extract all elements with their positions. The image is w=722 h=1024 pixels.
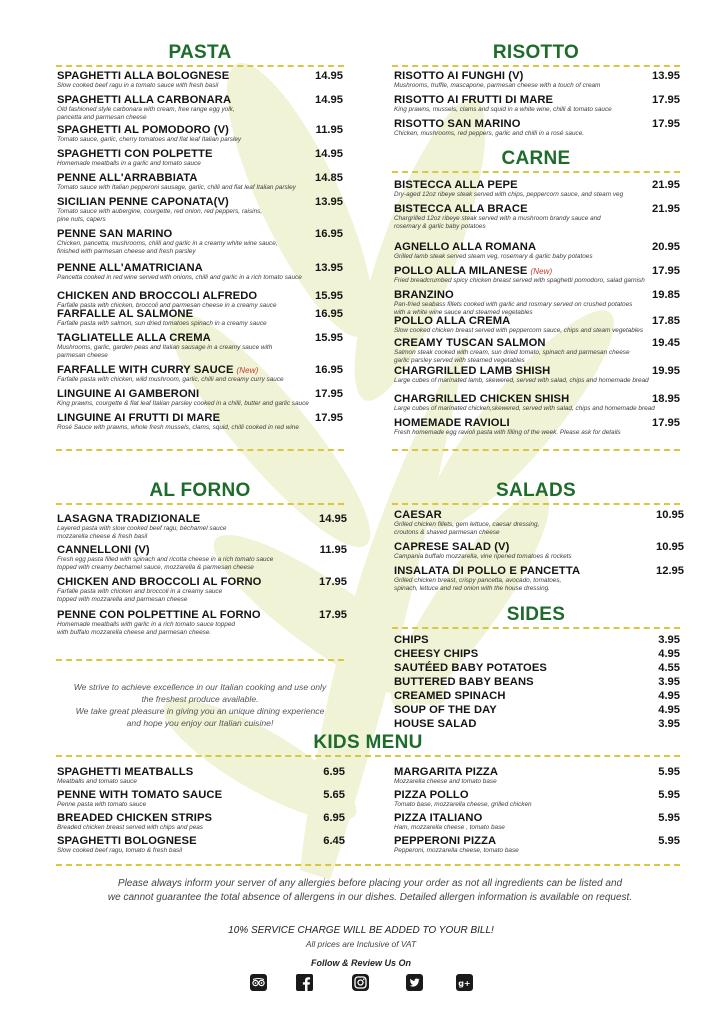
- item-name: SOUP OF THE DAY: [394, 704, 497, 716]
- item-description: Grilled lamb steak served steam veg, rosemary & garlic baby potatoes: [394, 253, 593, 260]
- item-name: HOUSE SALAD: [394, 718, 477, 730]
- item-price: 13.95: [315, 196, 343, 208]
- item-name: LASAGNA TRADIZIONALE: [57, 513, 201, 525]
- item-price: 14.95: [315, 148, 343, 160]
- service-charge: 10% SERVICE CHARGE WILL BE ADDED TO YOUR BILL!: [228, 925, 494, 936]
- salads-section: [392, 480, 680, 505]
- item-description: Farfalle pasta with salmon, sun dried tomatoes spinach in a creamy sauce: [57, 320, 267, 327]
- item-price: 17.95: [652, 94, 680, 106]
- menu-item: [57, 308, 343, 328]
- menu-item: [394, 690, 680, 702]
- item-name-row: [57, 576, 347, 588]
- item-price: 6.95: [323, 812, 345, 824]
- menu-item: [394, 70, 680, 90]
- menu-item: [394, 289, 680, 318]
- item-name: RISOTTO AI FUNGHI (V): [394, 70, 524, 82]
- item-name: PIZZA POLLO: [394, 789, 469, 801]
- item-name-row: [394, 417, 680, 429]
- item-name: POLLO ALLA MILANESE: [394, 265, 528, 277]
- item-name-row: [57, 70, 343, 82]
- item-price: 11.95: [319, 544, 347, 556]
- item-name-row: [394, 337, 680, 349]
- menu-item: [57, 513, 347, 542]
- item-name-row: [394, 289, 680, 301]
- item-description: Penne pasta with tomato sauce: [57, 801, 147, 808]
- item-price: 18.95: [652, 393, 680, 405]
- item-price: 16.95: [315, 364, 343, 376]
- item-name: PEPPERONI PIZZA: [394, 835, 497, 847]
- divider: [56, 503, 344, 505]
- divider: [392, 65, 680, 67]
- menu-item: [57, 332, 343, 361]
- item-name-row: [394, 118, 680, 130]
- item-name: RISOTTO AI FRUTTI DI MARE: [394, 94, 554, 106]
- item-price: 4.95: [658, 648, 680, 660]
- menu-item: [394, 315, 680, 335]
- new-label: New: [239, 366, 256, 375]
- item-price: 5.95: [658, 766, 680, 778]
- item-name: SPAGHETTI MEATBALLS: [57, 766, 194, 778]
- item-price: 13.95: [315, 262, 343, 274]
- item-description: Fresh homemade egg ravioli pasta with filling of the week. Please ask for details: [394, 429, 621, 436]
- item-name: CHARGRILLED CHICKEN SHISH: [394, 393, 570, 405]
- item-name-row: [394, 662, 680, 674]
- menu-item: [394, 118, 680, 138]
- item-name: LINGUINE AI GAMBERONI: [57, 388, 200, 400]
- item-name-row: [57, 262, 343, 274]
- item-price: 4.95: [658, 704, 680, 716]
- item-description: Meatballs and tomato sauce: [57, 778, 137, 785]
- menu-item: [57, 766, 345, 786]
- item-name: BISTECCA ALLA BRACE: [394, 203, 528, 215]
- item-name-row: [57, 228, 343, 240]
- menu-item: [57, 262, 343, 282]
- item-price: 6.95: [323, 766, 345, 778]
- divider: [392, 627, 680, 629]
- menu-item: [394, 835, 680, 855]
- menu-item: [394, 634, 680, 646]
- item-description: Slow cooked beef ragu in a tomato sauce with fresh basil: [57, 82, 219, 89]
- item-description: Tomato sauce, garlic, cherry tomatoes and flat leaf Italian parsley: [57, 136, 242, 143]
- kids-title: KIDS MENU: [313, 732, 423, 753]
- item-price: 19.45: [652, 337, 680, 349]
- item-name-row: [57, 812, 345, 824]
- item-name-row: [57, 364, 343, 376]
- kids-left-list: [57, 766, 345, 866]
- item-name: CHARGRILLED LAMB SHISH: [394, 365, 551, 377]
- menu-item: [57, 609, 347, 638]
- item-price: 17.95: [319, 576, 347, 588]
- menu-item: [394, 718, 680, 730]
- item-name-row: [394, 70, 680, 82]
- item-description: Layered pasta with slow cooked beef ragu, béchamel sauce mozzarella cheese & fresh basil: [57, 525, 227, 541]
- item-price: 15.95: [315, 290, 343, 302]
- item-price: 6.45: [323, 835, 345, 847]
- item-description: Homemade meatballs with garlic in a rich tomato sauce topped with buffalo mozzarella cheese and parmesan cheese.: [57, 621, 235, 637]
- divider: [56, 755, 680, 757]
- item-price: 14.95: [315, 70, 343, 82]
- item-name: FARFALLE WITH CURRY SAUCE: [57, 364, 234, 376]
- item-price: 17.85: [652, 315, 680, 327]
- item-name-row: [394, 704, 680, 716]
- item-price: 5.65: [323, 789, 345, 801]
- item-name: TAGLIATELLE ALLA CREMA: [57, 332, 211, 344]
- item-price: 17.95: [652, 265, 680, 277]
- item-description: Slow cooked chicken breast served with peppercorn sauce, chips and steam vegetables: [394, 327, 644, 334]
- divider: [56, 864, 680, 866]
- menu-item: [57, 228, 343, 257]
- item-name: POLLO ALLA CREMA: [394, 315, 511, 327]
- item-name: CHICKEN AND BROCCOLI ALFREDO: [57, 290, 258, 302]
- menu-item: [394, 766, 680, 786]
- item-price: 20.95: [652, 241, 680, 253]
- menu-item: [394, 179, 680, 199]
- item-name-row: [57, 94, 343, 106]
- item-description: Farfalle pasta with chicken, broccoli and parmesan cheese in a creamy sauce: [57, 302, 277, 309]
- salads-list: [394, 509, 684, 597]
- menu-item: [394, 541, 684, 561]
- new-badge: (New): [236, 366, 259, 375]
- item-description: Pancetta cooked in red wine served with onions, chilli and garlic in a rich tomato sauce: [57, 274, 302, 281]
- item-name-row: [394, 648, 680, 660]
- item-description: Grilled chicken fillets, gem lettuce, caesar dressing, croutons & shaved parmesan cheese: [394, 521, 540, 537]
- allergy-notice: [60, 877, 680, 905]
- item-description: Fried breadcrumbed spicy chicken breast served with spaghetti pomodoro, salad garnish: [394, 277, 645, 284]
- item-name: PENNE SAN MARINO: [57, 228, 173, 240]
- item-price: 5.95: [658, 812, 680, 824]
- item-description: Ham, mozzarella cheese , tomato base: [394, 824, 505, 831]
- menu-item: [394, 509, 684, 538]
- pasta-title: PASTA: [168, 42, 232, 63]
- menu-item: [57, 94, 343, 123]
- item-name-row: [394, 690, 680, 702]
- item-description: Mushrooms, truffle, mascapone, parmesan cheese with a touch of cream: [394, 82, 601, 89]
- item-price: 13.95: [652, 70, 680, 82]
- item-price: 4.95: [658, 690, 680, 702]
- menu-item: [394, 812, 680, 832]
- menu-item: [57, 544, 347, 573]
- pasta-section: [56, 42, 344, 67]
- item-name: LINGUINE AI FRUTTI DI MARE: [57, 412, 221, 424]
- instagram-icon[interactable]: [352, 974, 369, 991]
- sides-title: SIDES: [506, 604, 566, 625]
- sides-section: [392, 604, 680, 629]
- item-price: 14.95: [315, 94, 343, 106]
- menu-item: [394, 662, 680, 674]
- menu-item: [394, 676, 680, 688]
- menu-item: [57, 789, 345, 809]
- item-name: CHIPS: [394, 634, 429, 646]
- item-name: CANNELLONI (V): [57, 544, 150, 556]
- note-text: We strive to achieve excellence in our Italian cooking and use only the freshest produce available. We take great pleasure in giving you an unique dining experience and hope you enjoy our Italian cuisine!: [73, 682, 327, 728]
- item-description: Dry-aged 12oz ribeye steak served with chips, peppercorn sauce, and steam veg: [394, 191, 624, 198]
- divider: [392, 449, 680, 451]
- item-name: PENNE ALL'ARRABBIATA: [57, 172, 198, 184]
- item-name-row: [394, 835, 680, 847]
- item-name-row: [394, 241, 680, 253]
- item-description: Campania buffalo mozzarella, vine ripened tomatoes & rockets: [394, 553, 572, 560]
- item-name-row: [394, 541, 684, 553]
- item-price: 16.95: [315, 228, 343, 240]
- item-description: Chicken, pancetta, mushrooms, chilli and garlic in a creamy white wine sauce, finished with parmesan cheese and fresh parsley: [57, 240, 278, 256]
- item-price: 11.95: [315, 124, 343, 136]
- twitter-icon[interactable]: [406, 974, 423, 991]
- item-name: RISOTTO SAN MARINO: [394, 118, 521, 130]
- item-name-row: [57, 609, 347, 621]
- item-name-row: [394, 718, 680, 730]
- item-description: Tomato sauce with Italian pepperoni sausage, garlic, chilli and flat leaf Italian parsley: [57, 184, 296, 191]
- item-name-row: [57, 835, 345, 847]
- tripadvisor-icon[interactable]: [250, 974, 267, 991]
- menu-item: [394, 393, 680, 413]
- menu-item: [394, 704, 680, 716]
- menu-item: [57, 576, 347, 605]
- item-description: Tomato base, mozzarella cheese, grilled chicken: [394, 801, 532, 808]
- item-name-row: [57, 412, 343, 424]
- item-name-row: [394, 179, 680, 191]
- menu-item: [57, 148, 343, 168]
- item-name: PENNE WITH TOMATO SAUCE: [57, 789, 223, 801]
- menu-item: [394, 789, 680, 809]
- item-name: SPAGHETTI AL POMODORO (V): [57, 124, 229, 136]
- menu-item: [394, 203, 680, 232]
- menu-item: [57, 835, 345, 855]
- item-description: Chargrilled 12oz ribeye steak served with a mushroom brandy sauce and rosemary & garlic baby potatoes: [394, 215, 601, 231]
- new-label: New: [533, 267, 550, 276]
- item-price: 12.95: [656, 565, 684, 577]
- item-name-row: [57, 789, 345, 801]
- item-name: CAESAR: [394, 509, 442, 521]
- item-name-row: [394, 509, 684, 521]
- item-name-row: [394, 265, 680, 277]
- item-name-row: [394, 315, 680, 327]
- item-name: BREADED CHICKEN STRIPS: [57, 812, 213, 824]
- item-price: 17.95: [319, 609, 347, 621]
- item-name-row: [57, 388, 343, 400]
- item-price: 15.95: [315, 332, 343, 344]
- item-name: CHEESY CHIPS: [394, 648, 479, 660]
- restaurant-note: [56, 681, 344, 729]
- carne-title: CARNE: [501, 148, 571, 169]
- item-description: King prawns, courgette & flat leaf Italian parsley cooked in a chilli, butter and garlic sauce: [57, 400, 309, 407]
- item-name: BUTTERED BABY BEANS: [394, 676, 534, 688]
- item-price: 19.95: [652, 365, 680, 377]
- item-name-row: [57, 124, 343, 136]
- item-name: BISTECCA ALLA PEPE: [394, 179, 518, 191]
- item-name: PENNE CON POLPETTINE AL FORNO: [57, 609, 261, 621]
- kids-section: [56, 732, 680, 757]
- al-forno-title: AL FORNO: [149, 480, 251, 501]
- item-description: Mozzarella cheese and tomato base: [394, 778, 497, 785]
- item-name: CHICKEN AND BROCCOLI AL FORNO: [57, 576, 262, 588]
- item-description: Large cubes of marinated lamb, skewered, served with salad, chips and homemade bread: [394, 377, 649, 384]
- item-price: 14.95: [319, 513, 347, 525]
- vat-note: All prices are Inclusive of VAT: [305, 939, 417, 949]
- item-price: 10.95: [656, 509, 684, 521]
- item-name: PENNE ALL'AMATRICIANA: [57, 262, 203, 274]
- menu-item: [57, 412, 343, 432]
- menu-item: [394, 417, 680, 437]
- menu-item: [57, 388, 343, 408]
- item-description: Fresh egg pasta filled with spinach and ricotta cheese in a rich tomato sauce topped with creamy bechamel sauce, mozzarella & parmesan cheese: [57, 556, 274, 572]
- item-price: 4.55: [658, 662, 680, 674]
- item-description: Grilled chicken breast, crispy pancetta, avocado, tomatoes, spinach, lettuce and red onion with the house dressing.: [394, 577, 562, 593]
- item-price: 5.95: [658, 789, 680, 801]
- menu-item: [394, 265, 680, 285]
- item-name-row: [394, 203, 680, 215]
- divider: [392, 171, 680, 173]
- item-price: 17.95: [315, 412, 343, 424]
- item-name: CREAMED SPINACH: [394, 690, 506, 702]
- item-description: Rosé Sauce with prawns, whole fresh mussels, clams, squid, chilli cooked in red wine: [57, 424, 299, 431]
- item-description: Homemade meatballs in a garlic and tomato sauce: [57, 160, 201, 167]
- item-name-row: [394, 634, 680, 646]
- item-name: PIZZA ITALIANO: [394, 812, 483, 824]
- menu-item: [394, 337, 680, 366]
- item-name-row: [57, 544, 347, 556]
- item-description: Slow cooked beef ragu, tomato & fresh basil: [57, 847, 183, 854]
- item-description: Pan-fried seabass fillets cooked with garlic and rosmary served on crushed potatoes with a white wine sauce and steamed vegetables: [394, 301, 633, 317]
- item-name-row: [394, 766, 680, 778]
- item-description: King prawns, mussels, clams and squid in a white wine, chilli & tomato sauce: [394, 106, 612, 113]
- item-name: SPAGHETTI ALLA BOLOGNESE: [57, 70, 230, 82]
- item-name-row: [57, 196, 343, 208]
- social-icons: [0, 974, 722, 992]
- item-name: CAPRESE SALAD (V): [394, 541, 510, 553]
- item-name: BRANZINO: [394, 289, 454, 301]
- item-description: Pepperoni, mozzarella cheese, tomato base: [394, 847, 519, 854]
- divider: [56, 65, 344, 67]
- item-price: 14.85: [315, 172, 343, 184]
- item-name: CREAMY TUSCAN SALMON: [394, 337, 546, 349]
- svg-text:g+: g+: [458, 979, 471, 988]
- item-description: Farfalle pasta with chicken, wild mushroom, garlic, chilli and creamy curry sauce: [57, 376, 284, 383]
- item-description: Mushrooms, garlic, garden peas and Italian sausage in a creamy sauce with parmesan cheese: [57, 344, 273, 360]
- item-price: 17.95: [652, 417, 680, 429]
- item-price: 17.95: [315, 388, 343, 400]
- item-name: SPAGHETTI BOLOGNESE: [57, 835, 197, 847]
- item-price: 3.95: [658, 634, 680, 646]
- item-name-row: [57, 308, 343, 320]
- item-description: Chicken, mushrooms, red peppers, garlic and chilli in a rosé sauce.: [394, 130, 585, 137]
- item-name: MARGARITA PIZZA: [394, 766, 499, 778]
- kids-right-list: [394, 766, 680, 866]
- menu-item: [57, 172, 343, 192]
- risotto-title: RISOTTO: [492, 42, 580, 63]
- item-description: Breaded chicken breast served with chips and peas: [57, 824, 204, 831]
- item-name: SAUTÉED BABY POTATOES: [394, 662, 547, 674]
- item-name: INSALATA DI POLLO E PANCETTA: [394, 565, 581, 577]
- salads-title: SALADS: [496, 480, 576, 501]
- item-name-row: [57, 290, 343, 302]
- menu-item: [394, 648, 680, 660]
- item-name: HOMEMADE RAVIOLI: [394, 417, 510, 429]
- item-name: FARFALLE AL SALMONE: [57, 308, 194, 320]
- menu-item: [57, 812, 345, 832]
- item-price: 17.95: [652, 118, 680, 130]
- item-price: 10.95: [656, 541, 684, 553]
- item-price: 21.95: [652, 203, 680, 215]
- carne-list: [394, 179, 680, 444]
- menu-item: [57, 196, 343, 225]
- item-name: AGNELLO ALLA ROMANA: [394, 241, 537, 253]
- item-price: 19.85: [652, 289, 680, 301]
- facebook-icon[interactable]: [296, 974, 313, 991]
- item-description: Old fashioned style carbonara with cream, free range egg yolk, pancetta and parmesan cheese: [57, 106, 235, 122]
- sides-list: [394, 634, 680, 738]
- risotto-section: [392, 42, 680, 67]
- item-price: 3.95: [658, 676, 680, 688]
- al-forno-section: [56, 480, 344, 505]
- menu-item: [394, 565, 684, 594]
- item-name: SPAGHETTI CON POLPETTE: [57, 148, 213, 160]
- pasta-list: [57, 70, 343, 440]
- new-badge: (New): [530, 267, 553, 276]
- menu-item: [394, 94, 680, 114]
- item-name-row: [394, 393, 680, 405]
- item-name-row: [394, 565, 684, 577]
- item-name-row: [394, 94, 680, 106]
- carne-section: [392, 148, 680, 173]
- item-name: SPAGHETTI ALLA CARBONARA: [57, 94, 232, 106]
- google-plus-icon[interactable]: [456, 974, 473, 991]
- divider: [392, 503, 680, 505]
- item-name-row: [57, 513, 347, 525]
- item-name-row: [57, 148, 343, 160]
- item-price: 21.95: [652, 179, 680, 191]
- item-description: Large cubes of marinated chicken,skewered, served with salad, chips and homemade bread: [394, 405, 655, 412]
- risotto-list: [394, 70, 680, 142]
- item-name-row: [394, 676, 680, 688]
- item-name-row: [394, 365, 680, 377]
- item-price: 16.95: [315, 308, 343, 320]
- menu-item: [394, 365, 680, 385]
- menu-item: [57, 70, 343, 90]
- item-name-row: [57, 766, 345, 778]
- divider: [56, 449, 344, 451]
- menu-item: [57, 364, 343, 384]
- item-description: Farfalle pasta with chicken and broccoli in a creamy sauce topped with mozzarella and parmesan cheese: [57, 588, 223, 604]
- item-name-row: [57, 172, 343, 184]
- menu-item: [57, 124, 343, 144]
- item-name: SICILIAN PENNE CAPONATA(V): [57, 196, 229, 208]
- item-name-row: [394, 789, 680, 801]
- item-description: Tomato sauce with aubergine, courgette, red onion, red peppers, raisins, pine nuts, capers: [57, 208, 263, 224]
- item-price: 3.95: [658, 718, 680, 730]
- al-forno-list: [57, 512, 347, 644]
- menu-item: [394, 241, 680, 261]
- divider: [56, 659, 344, 661]
- item-price: 5.95: [658, 835, 680, 847]
- item-name-row: [394, 812, 680, 824]
- item-name-row: [57, 332, 343, 344]
- follow-label: Follow & Review Us On: [310, 958, 411, 968]
- item-description: Salmon steak cooked with cream, sun dried tomato, spinach and parmesan cheese garlic parsley served with steamed vegetables: [394, 349, 630, 365]
- allergy-text: Please always inform your server of any allergies before placing your order as not all ingredients can be listed and we cannot guarantee the total absence of allergens in our dishes. Detailed allergen information is available on request.: [107, 878, 633, 903]
